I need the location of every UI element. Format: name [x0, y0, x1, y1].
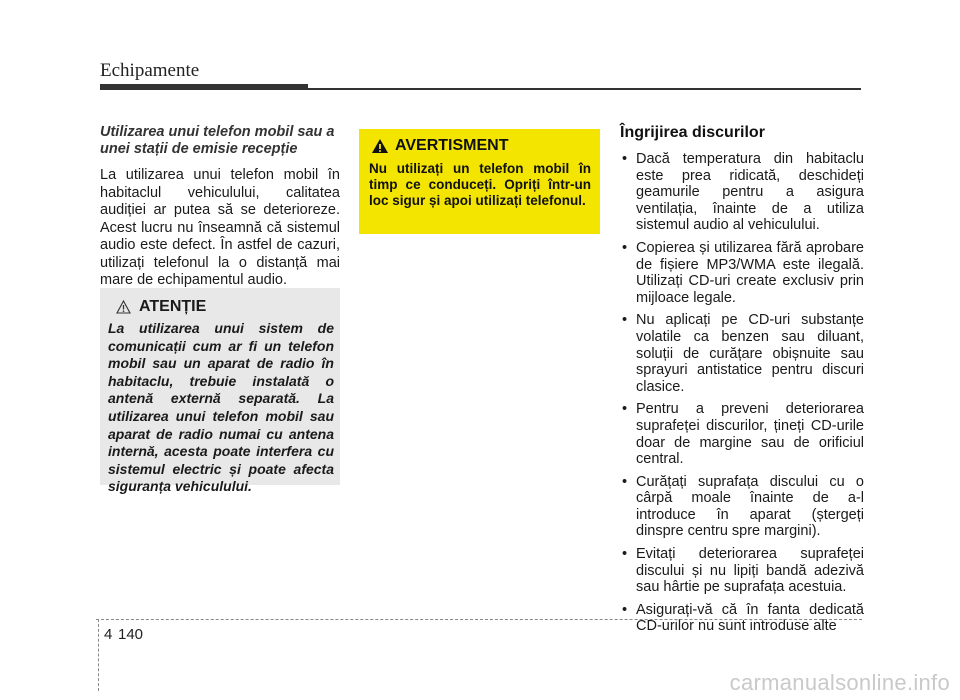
right-column: [620, 124, 864, 641]
warning-title: [371, 137, 508, 155]
list-item: • Evitați deteriorarea suprafeței discului și nu lipiți bandă adezivă sau hârtie pe suprafața acestuia.: [620, 546, 864, 596]
list-item: • Asigurați-vă că în fanta dedicată CD-urilor nu sunt introduse alte: [620, 602, 864, 635]
watermark: carmanualsonline.info: [729, 670, 950, 695]
caution-text: La utilizarea unui sistem de comunicații cum ar fi un telefon mobil sau un aparat de radio în habitaclu, trebuie instalată o antenă externă separată. La utilizarea unui telefon mobil sau aparat de radio numai cu antena internă, acesta poate interfera cu sistemul electric și poate afecta siguranța vehiculului.: [108, 320, 334, 495]
footer-vertical-divider: [98, 619, 99, 691]
disc-care-title: Îngrijirea discurilor: [620, 124, 765, 141]
middle-column: [359, 129, 600, 234]
warning-text: Nu utilizați un telefon mobil în timp ce conduceți. Opriți într-un loc sigur și apoi utilizați telefonul.: [369, 161, 591, 208]
caution-triangle-icon: [116, 300, 131, 314]
page-number: 140: [118, 626, 144, 643]
caution-title: [116, 298, 206, 316]
list-item: • Copierea și utilizarea fără aprobare de fișiere MP3/WMA este ilegală. Utilizați CD-uri create exclusiv prin mijloace legale.: [620, 240, 864, 306]
caution-box: [100, 288, 340, 495]
disc-care-list: [620, 151, 864, 635]
list-item: • Curățați suprafața discului cu o cârpă moale înainte de a-l introduce în aparat (ștergeți dinspre centru spre margini).: [620, 474, 864, 540]
header-bar-thin: [308, 88, 861, 90]
phone-usage-subheading: Utilizarea unui telefon mobil sau a unei stații de emisie recepție: [100, 124, 335, 157]
list-item: • Dacă temperatura din habitaclu este prea ridicată, deschideți geamurile pentru a asigura ventilația, înainte de a utiliza sistemul audio al vehiculului.: [620, 151, 864, 234]
page-header-title: Echipamente: [100, 60, 200, 81]
warning-title-text: AVERTISMENT: [395, 137, 509, 154]
header-bar-thick: [100, 84, 308, 90]
list-item: • Nu aplicați pe CD-uri substanțe volatile ca benzen sau diluant, soluții de curățare obișnuite sau sprayuri antistatice pentru discuri clasice.: [620, 312, 864, 395]
chapter-number: 4: [104, 626, 113, 643]
caution-title-text: ATENȚIE: [139, 298, 207, 315]
left-column: [100, 124, 340, 290]
warning-box: [359, 129, 600, 234]
footer-divider: [96, 619, 862, 620]
list-item: • Pentru a preveni deteriorarea suprafeței discurilor, țineți CD-urile doar de margine sau de orificiul central.: [620, 401, 864, 467]
warning-triangle-icon: [371, 138, 389, 154]
phone-usage-paragraph: La utilizarea unui telefon mobil în habitaclul vehiculului, calitatea audiției ar putea să se deterioreze. Acest lucru nu înseamnă că sistemul audio este defect. În astfel de cazuri, utilizați telefonul la o distanță mai mare de echipamentul audio.: [100, 167, 340, 288]
